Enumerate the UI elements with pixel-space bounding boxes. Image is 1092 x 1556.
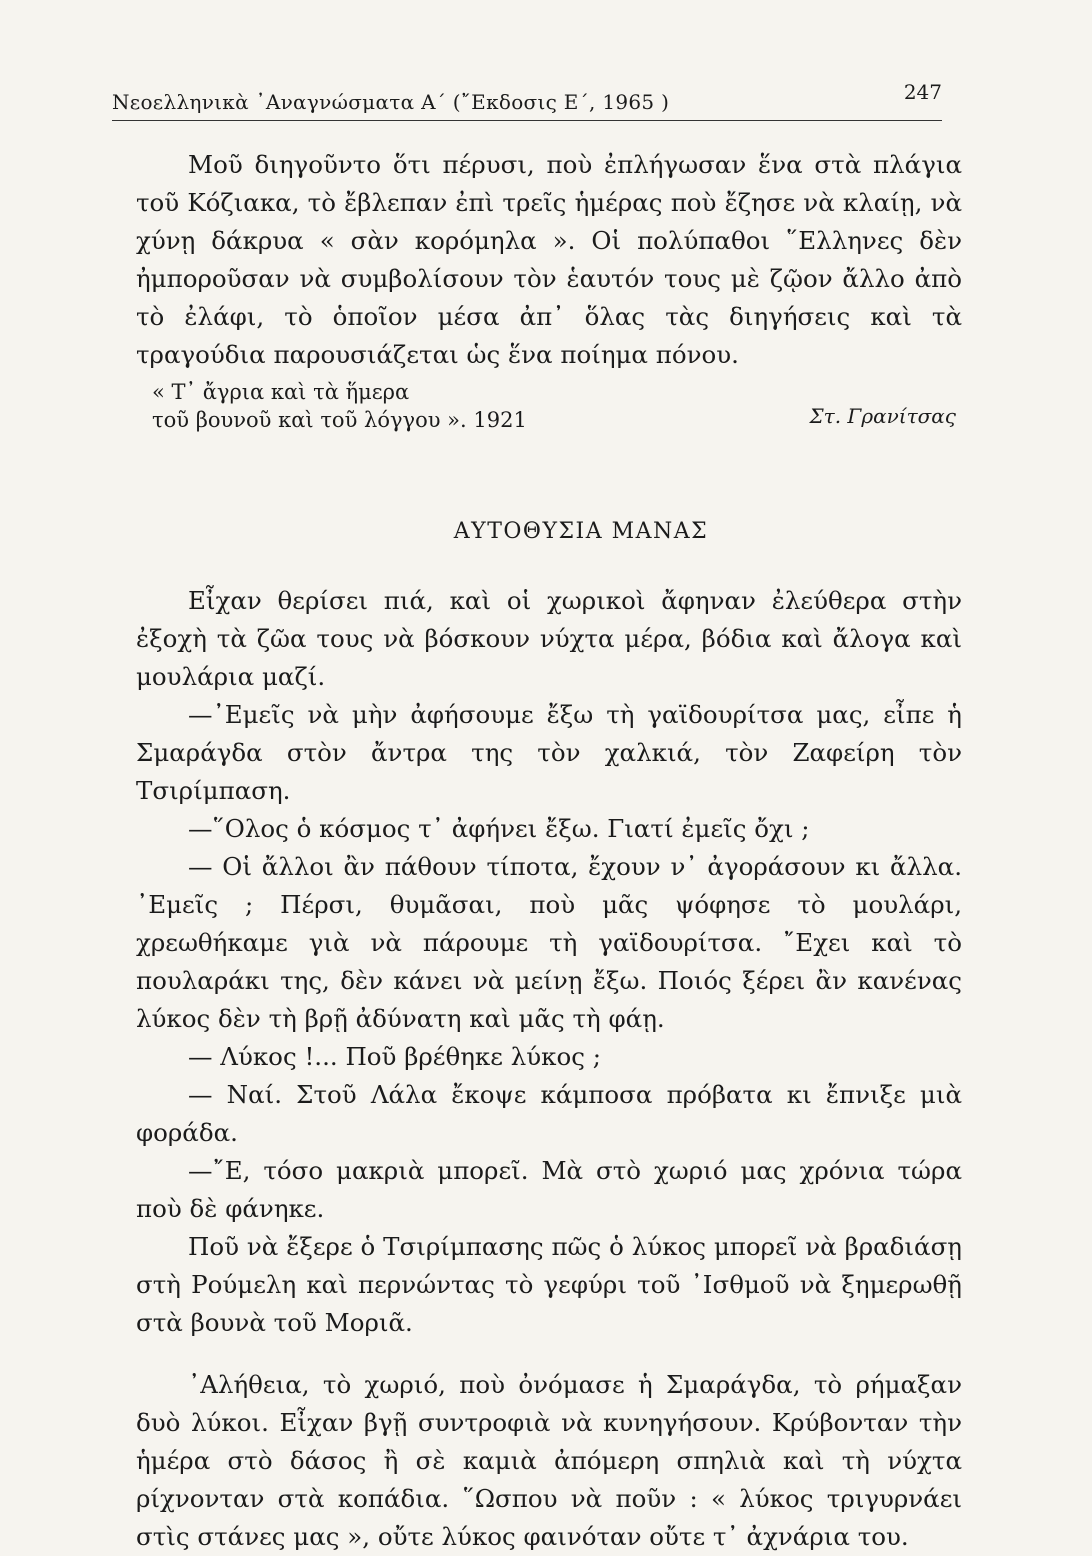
story-text — [136, 582, 962, 1556]
source-line-1: « Τ᾿ ἄγρια καὶ τὰ ἥμερα — [152, 380, 410, 404]
source-line-2: τοῦ βουνοῦ καὶ τοῦ λόγγου ». 1921 — [152, 408, 527, 432]
source-lines — [152, 378, 527, 434]
intro-text — [136, 146, 962, 374]
story-paragraph: — Οἱ ἄλλοι ἂν πάθουν τίποτα, ἔχουν ν᾿ ἀγοράσουν κι ἄλλα. ᾿Εμεῖς ; Πέρσι, θυμᾶσαι, ποὺ μᾶς ψόφησε τὸ μουλάρι, χρεωθήκαμε γιὰ νὰ πάρουμε τὴ γαϊδουρίτσα. ῎Εχει καὶ τὸ πουλαράκι της, δὲν κάνει νὰ μείνῃ ἔξω. Ποιός ξέρει ἂν κανένας λύκος δὲν τὴ βρῇ ἀδύνατη καὶ μᾶς τὴ φάῃ. — [136, 852, 962, 1033]
intro-paragraph: Μοῦ διηγοῦντο ὅτι πέρυσι, ποὺ ἐπλήγωσαν ἕνα στὰ πλάγια τοῦ Κόζιακα, τὸ ἔβλεπαν ἐπὶ τρεῖς ἡμέρας ποὺ ἔζησε νὰ κλαίῃ, νὰ χύνῃ δάκρυα « σὰν κορόμηλα ». Οἱ πολύπαθοι ῞Ελληνες δὲν ἠμποροῦσαν νὰ συμβολίσουν τὸν ἑαυτόν τους μὲ ζῷον ἄλλο ἀπὸ τὸ ἐλάφι, τὸ ὁποῖον μέσα ἀπ᾿ ὅλας τὰς διηγήσεις καὶ τὰ τραγούδια παρουσιάζεται ὡς ἕνα ποίημα πόνου. — [136, 150, 962, 369]
story-paragraph: Ποῦ νὰ ἔξερε ὁ Τσιρίμπασης πῶς ὁ λύκος μπορεῖ νὰ βραδιάσῃ στὴ Ρούμελη καὶ περνώντας τὸ γεφύρι τοῦ ᾿Ισθμοῦ νὰ ξημερωθῇ στὰ βουνὰ τοῦ Μοριᾶ. — [136, 1232, 962, 1337]
story-paragraph: ᾿Αλήθεια, τὸ χωριό, ποὺ ὀνόμασε ἡ Σμαράγδα, τὸ ρήμαξαν δυὸ λύκοι. Εἶχαν βγῇ συντροφιὰ νὰ κυνηγήσουν. Κρύβονταν τὴν ἡμέρα στὸ δάσος ἢ σὲ καμιὰ ἀπόμερη σπηλιὰ καὶ τὴ νύχτα ρίχνονταν στὰ κοπάδια. ῞Ωσπου νὰ ποῦν : « λύκος τριγυρνάει στὶς στάνες μας », οὔτε λύκος φαινόταν οὔτε τ᾿ ἀχνάρια του. — [136, 1370, 962, 1551]
page-number: 247 — [903, 80, 942, 104]
author-name: Στ. Γρανίτσας — [809, 404, 956, 428]
running-title: Νεοελληνικὰ ᾿Αναγνώσματα Α΄ (῎Εκδοσις Ε΄, 1965 ) — [112, 90, 670, 114]
running-header — [112, 80, 942, 121]
story-paragraph: —῞Ολος ὁ κόσμος τ᾿ ἀφήνει ἔξω. Γιατί ἐμεῖς ὄχι ; — [188, 814, 810, 843]
story-paragraph: — Ναί. Στοῦ Λάλα ἔκοψε κάμποσα πρόβατα κι ἔπνιξε μιὰ φοράδα. — [136, 1080, 962, 1147]
story-paragraph: Εἶχαν θερίσει πιά, καὶ οἱ χωρικοὶ ἄφηναν ἐλεύθερα στὴν ἐξοχὴ τὰ ζῶα τους νὰ βόσκουν νύχτα μέρα, βόδια καὶ ἄλογα καὶ μουλάρια μαζί. — [136, 586, 962, 691]
story-paragraph: — Λύκος !... Ποῦ βρέθηκε λύκος ; — [188, 1042, 601, 1071]
story-paragraph: —᾿Εμεῖς νὰ μὴν ἀφήσουμε ἔξω τὴ γαϊδουρίτσα μας, εἶπε ἡ Σμαράγδα στὸν ἄντρα της τὸν χαλκιά, τὸν Ζαφείρη τὸν Τσιρίμπαση. — [136, 700, 962, 805]
story-paragraph: —῎Ε, τόσο μακριὰ μπορεῖ. Μὰ στὸ χωριό μας χρόνια τώρα ποὺ δὲ φάνηκε. — [136, 1156, 962, 1223]
section-title: ΑΥΤΟΘΥΣΙΑ ΜΑΝΑΣ — [453, 519, 709, 544]
source-citation — [136, 378, 956, 438]
